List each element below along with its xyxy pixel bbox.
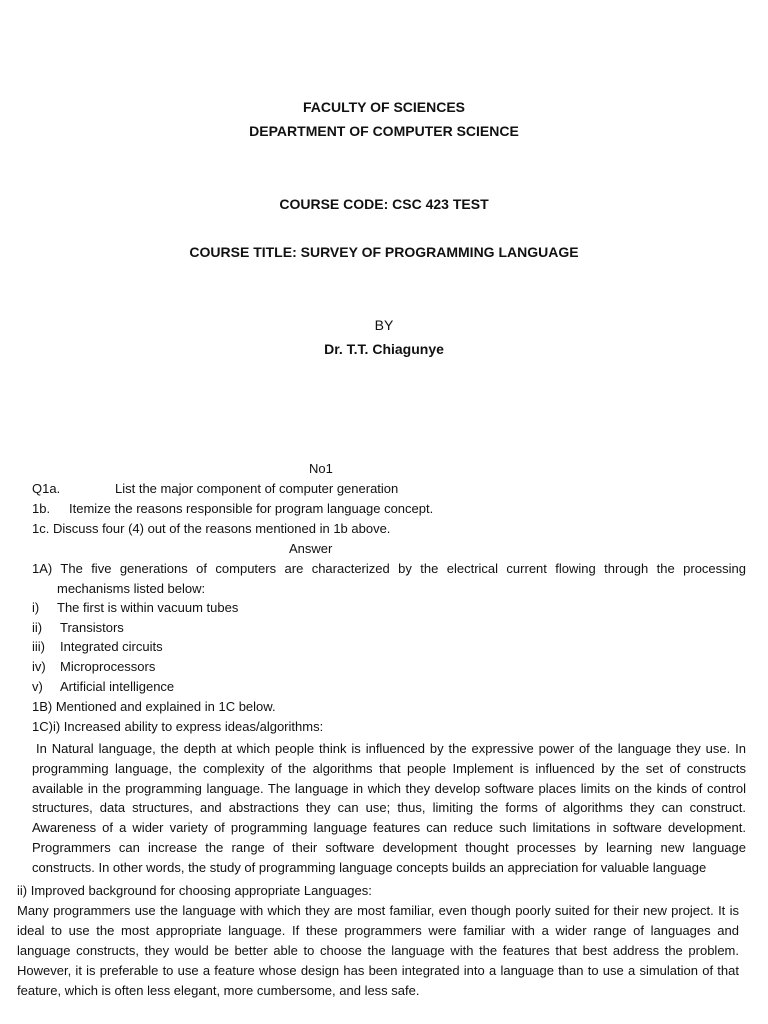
- department-heading: DEPARTMENT OF COMPUTER SCIENCE: [249, 123, 519, 139]
- q1c-text: 1c. Discuss four (4) out of the reasons mentioned in 1b above.: [32, 521, 391, 536]
- answer-2-heading: ii) Improved background for choosing appropriate Languages:: [17, 883, 372, 898]
- generation-item-text: Transistors: [60, 620, 124, 635]
- answer-1a-intro-continued: mechanisms listed below:: [57, 581, 206, 596]
- generation-item-text: Artificial intelligence: [60, 679, 175, 694]
- generation-item: [32, 657, 155, 676]
- author-name: Dr. T.T. Chiagunye: [324, 341, 444, 357]
- faculty-heading: FACULTY OF SCIENCES: [302, 99, 466, 115]
- generation-item-number: iv): [32, 659, 46, 674]
- q1b-text: Itemize the reasons responsible for program language concept.: [69, 501, 434, 516]
- generation-item-number: v): [32, 679, 43, 694]
- answer-1c-paragraph: In Natural language, the depth at which people think is influenced by the expressive power of the language they use. In programming language, the complexity of the algorithms that people Implement is influenced by the set of constructs available in the programming language. The language in which they develop software places limits on the kinds of control structures, data structures, and abstractions they can use; thus, limiting the forms of algorithms they can construct. Awareness of a wider variety of programming language features can reduce such limitations in software development. Programmers can increase the range of their software development thought processes by learning new language constructs. In other words, the study of programming language concepts builds an appreciation for valuable language: [32, 741, 746, 875]
- q1a-label: Q1a.: [32, 481, 61, 496]
- generation-item-number: i): [32, 600, 40, 615]
- answer-1a-intro: 1A) The five generations of computers are characterized by the electrical current flowing through the processing: [32, 561, 746, 576]
- generation-item: [32, 598, 238, 617]
- generation-item-text: Microprocessors: [60, 659, 156, 674]
- generation-item-number: iii): [32, 639, 45, 654]
- answer-1b: 1B) Mentioned and explained in 1C below.: [32, 699, 276, 714]
- generation-item: [32, 637, 163, 656]
- generation-item-number: ii): [32, 620, 43, 635]
- q1a-text: List the major component of computer generation: [115, 481, 399, 496]
- generation-item-text: Integrated circuits: [60, 639, 163, 654]
- by-label: BY: [374, 317, 394, 333]
- answer-heading: Answer: [289, 541, 333, 556]
- course-title: COURSE TITLE: SURVEY OF PROGRAMMING LANGUAGE: [189, 244, 579, 260]
- answer-1c-heading: 1C)i) Increased ability to express ideas/algorithms:: [32, 719, 324, 734]
- answer-2-section: [17, 881, 739, 1001]
- generation-item: [32, 677, 174, 696]
- question-number-heading: No1: [309, 461, 333, 476]
- q1b-label: 1b.: [32, 501, 51, 516]
- answer-1c-paragraph-clipped: [32, 739, 746, 875]
- answer-2-paragraph: Many programmers use the language with which they are most familiar, even though poorly suited for their new project. It is ideal to use the most appropriate language. If these programmers were familiar with a wider range of languages and language constructs, they would be better able to choose the language with the features that best address the problem. However, it is preferable to use a feature whose design has been integrated into a language than to use a simulation of that feature, which is often less elegant, more cumbersome, and less safe.: [17, 903, 739, 998]
- generation-item-text: The first is within vacuum tubes: [57, 600, 239, 615]
- generation-item: [32, 618, 124, 637]
- course-code: COURSE CODE: CSC 423 TEST: [279, 196, 489, 212]
